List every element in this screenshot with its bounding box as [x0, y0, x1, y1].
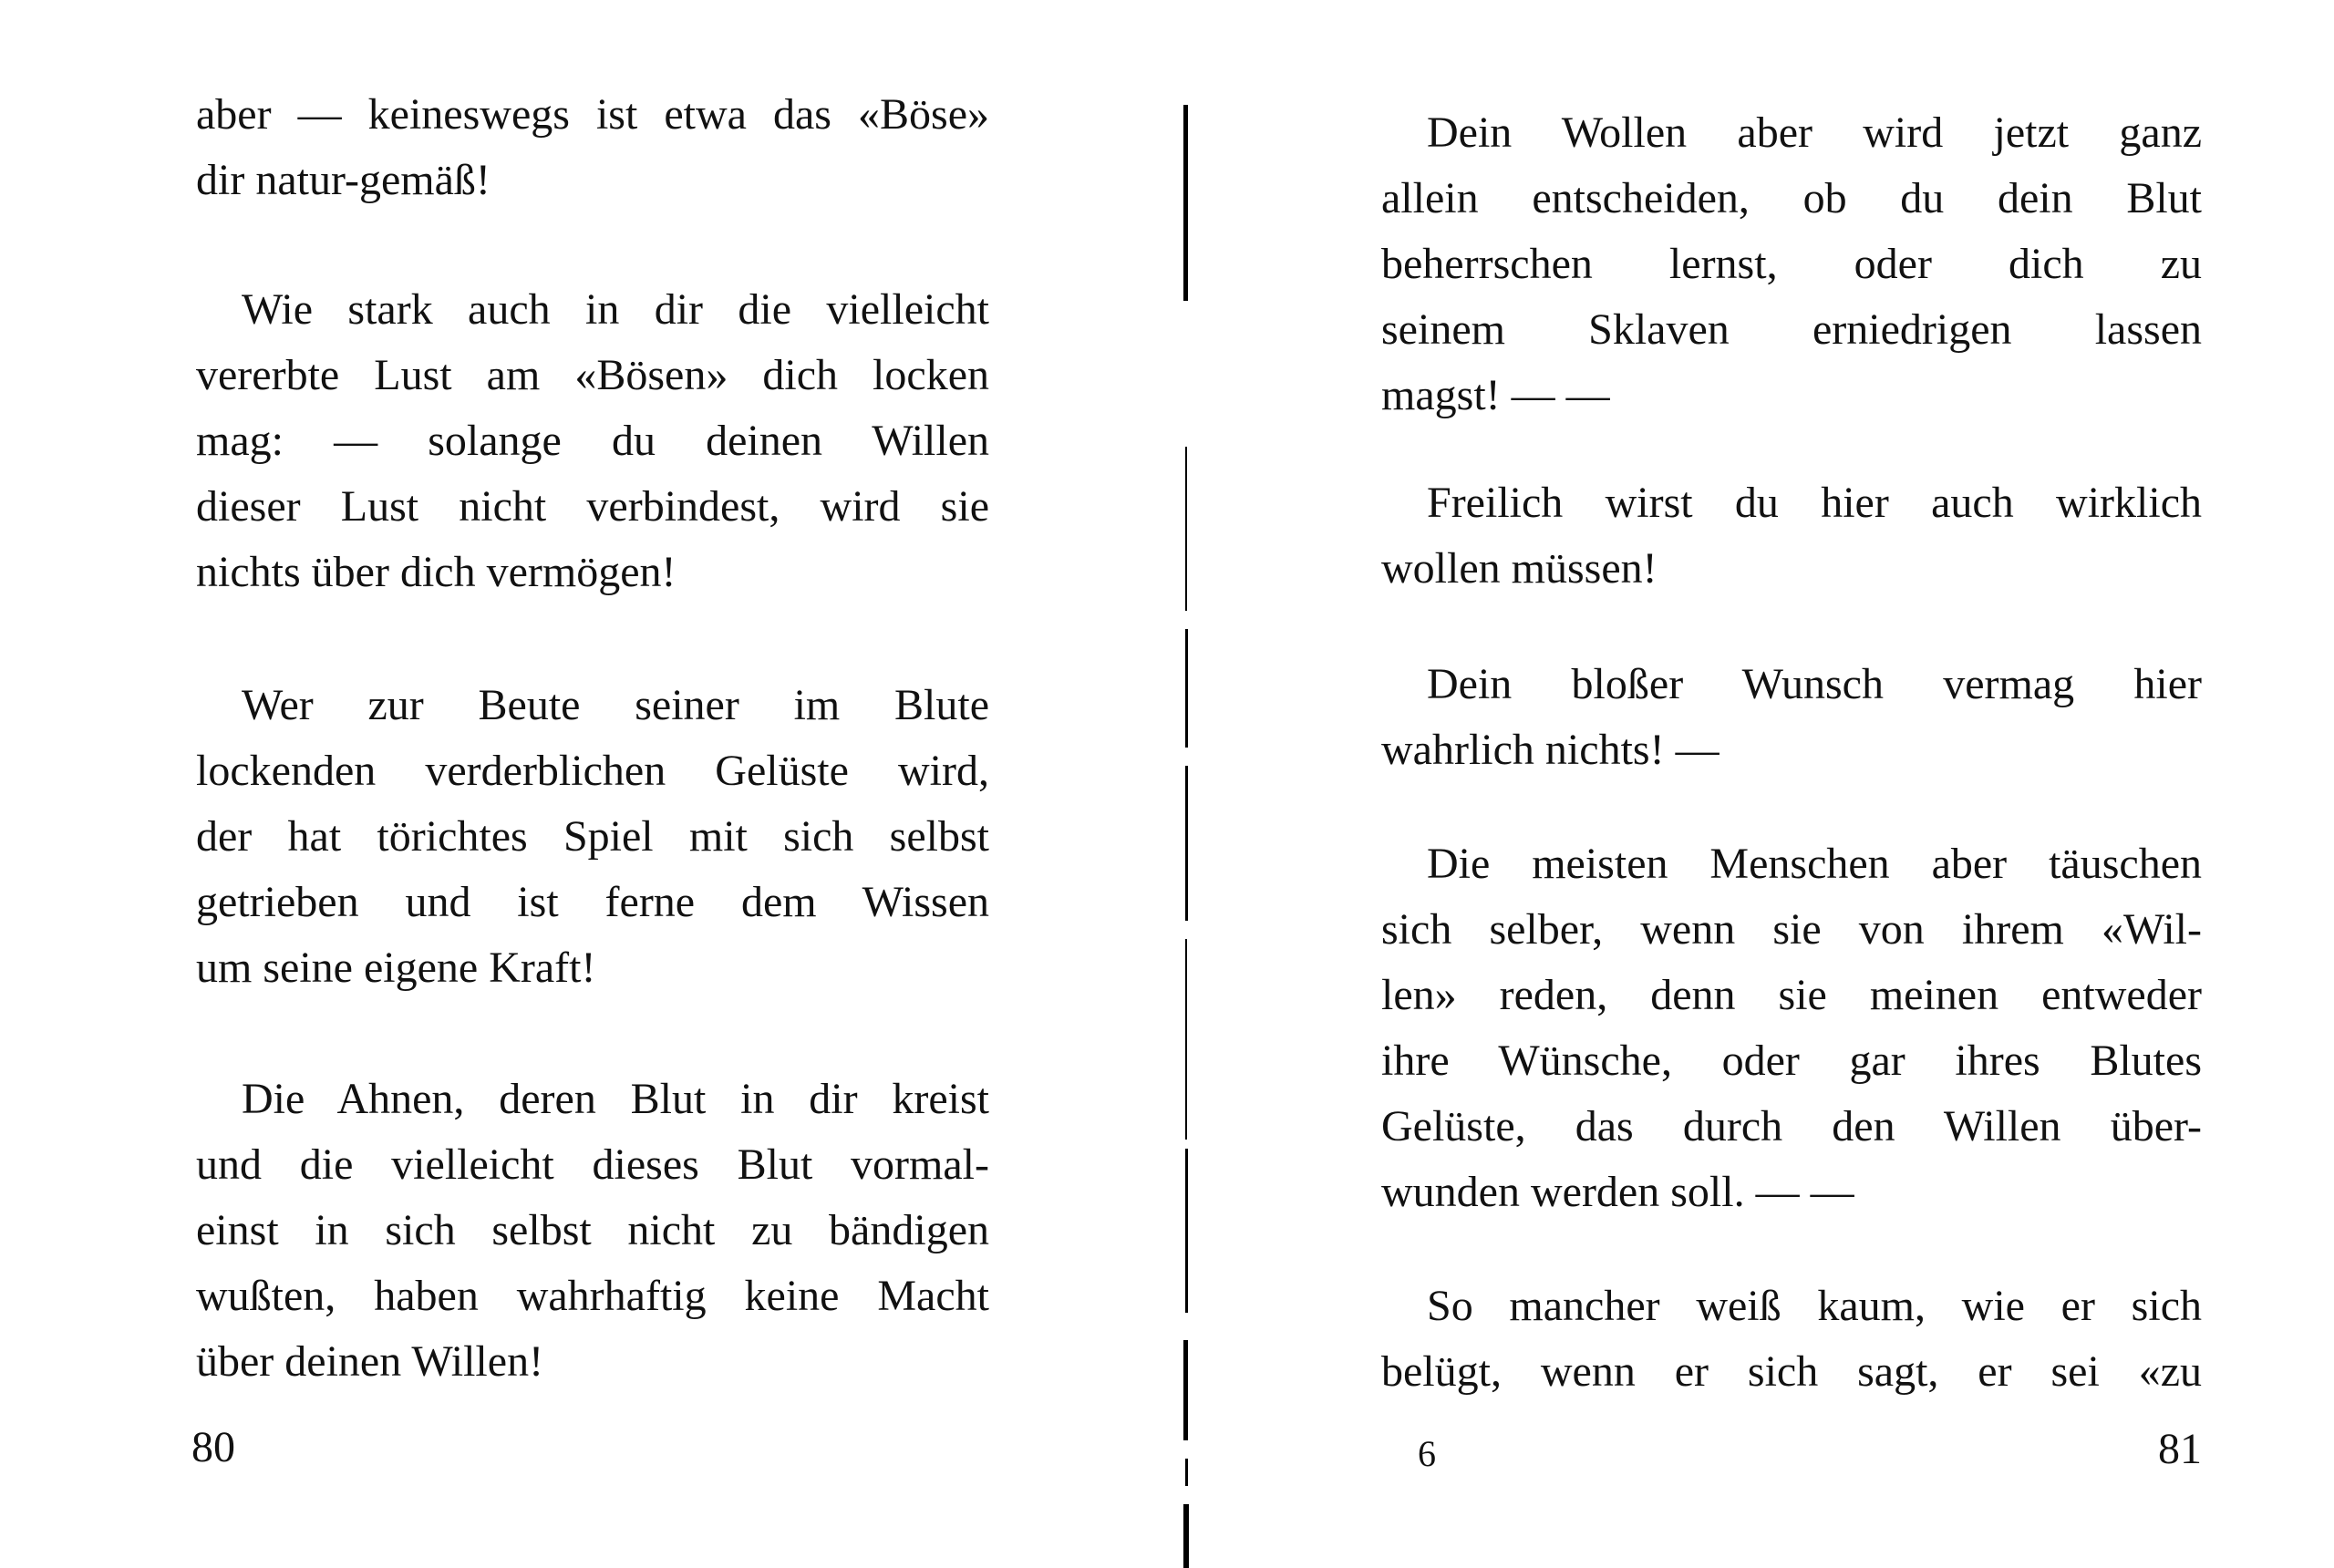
right-paragraph-3: [1381, 652, 2202, 783]
text-line: Die meisten Menschen aber täuschen: [1427, 840, 2202, 888]
binding-gutter: [1176, 0, 1203, 1568]
page-number-left: 80: [191, 1423, 235, 1471]
text-line: einst in sich selbst nicht zu bändigen: [196, 1206, 989, 1254]
text-line: Freilich wirst du hier auch wirklich: [1427, 479, 2202, 527]
text-line: Dein bloßer Wunsch vermag hier: [1427, 660, 2202, 708]
text-line: seinem Sklaven erniedrigen lassen: [1381, 305, 2202, 354]
left-paragraph-1: [196, 82, 989, 213]
page-number-right: 81: [2158, 1425, 2202, 1473]
left-paragraph-2: [196, 277, 989, 605]
left-page: [191, 0, 989, 1568]
right-page: [1381, 0, 2202, 1568]
text-line: Dein Wollen aber wird jetzt ganz: [1427, 108, 2202, 157]
text-line: wollen müssen!: [1381, 544, 1658, 593]
text-line: ihre Wünsche, oder gar ihres Blutes: [1381, 1037, 2202, 1085]
left-paragraph-4: [196, 1067, 989, 1395]
text-line: beherrschen lernst, oder dich zu: [1381, 240, 2202, 288]
text-line: dieser Lust nicht verbindest, wird sie: [196, 482, 989, 531]
text-line: Wer zur Beute seiner im Blute: [242, 681, 989, 729]
left-paragraph-3: [196, 673, 989, 1001]
text-line: dir natur-gemäß!: [196, 156, 491, 204]
text-line: magst! — —: [1381, 371, 1610, 419]
text-line: wunden werden soll. — —: [1381, 1168, 1854, 1216]
text-line: So mancher weiß kaum, wie er sich: [1427, 1282, 2202, 1330]
text-line: der hat törichtes Spiel mit sich selbst: [196, 812, 989, 861]
text-line: wahrlich nichts! —: [1381, 726, 1720, 774]
right-paragraph-2: [1381, 470, 2202, 602]
right-paragraph-4: [1381, 831, 2202, 1225]
text-line: wußten, haben wahrhaftig keine Macht: [196, 1272, 989, 1320]
text-line: belügt, wenn er sich sagt, er sei «zu: [1381, 1347, 2202, 1396]
text-line: über deinen Willen!: [196, 1337, 544, 1386]
text-line: nichts über dich vermögen!: [196, 548, 676, 596]
text-line: Gelüste, das durch den Willen über-: [1381, 1102, 2202, 1150]
text-line: vererbte Lust am «Bösen» dich locken: [196, 351, 989, 399]
text-line: len» reden, denn sie meinen entweder: [1381, 971, 2202, 1019]
text-line: mag: — solange du deinen Willen: [196, 417, 989, 465]
text-line: Wie stark auch in dir die vielleicht: [242, 285, 989, 334]
right-paragraph-5: [1381, 1274, 2202, 1405]
right-paragraph-1: [1381, 100, 2202, 428]
text-line: Die Ahnen, deren Blut in dir kreist: [242, 1075, 989, 1123]
text-line: und die vielleicht dieses Blut vormal-: [196, 1140, 989, 1189]
text-line: lockenden verderblichen Gelüste wird,: [196, 747, 989, 795]
text-line: sich selber, wenn sie von ihrem «Wil-: [1381, 905, 2202, 954]
text-line: allein entscheiden, ob du dein Blut: [1381, 174, 2202, 222]
text-line: um seine eigene Kraft!: [196, 944, 596, 992]
text-line: aber — keineswegs ist etwa das «Böse»: [196, 90, 989, 139]
text-line: getrieben und ist ferne dem Wissen: [196, 878, 989, 926]
signature-mark: 6: [1418, 1433, 1436, 1474]
